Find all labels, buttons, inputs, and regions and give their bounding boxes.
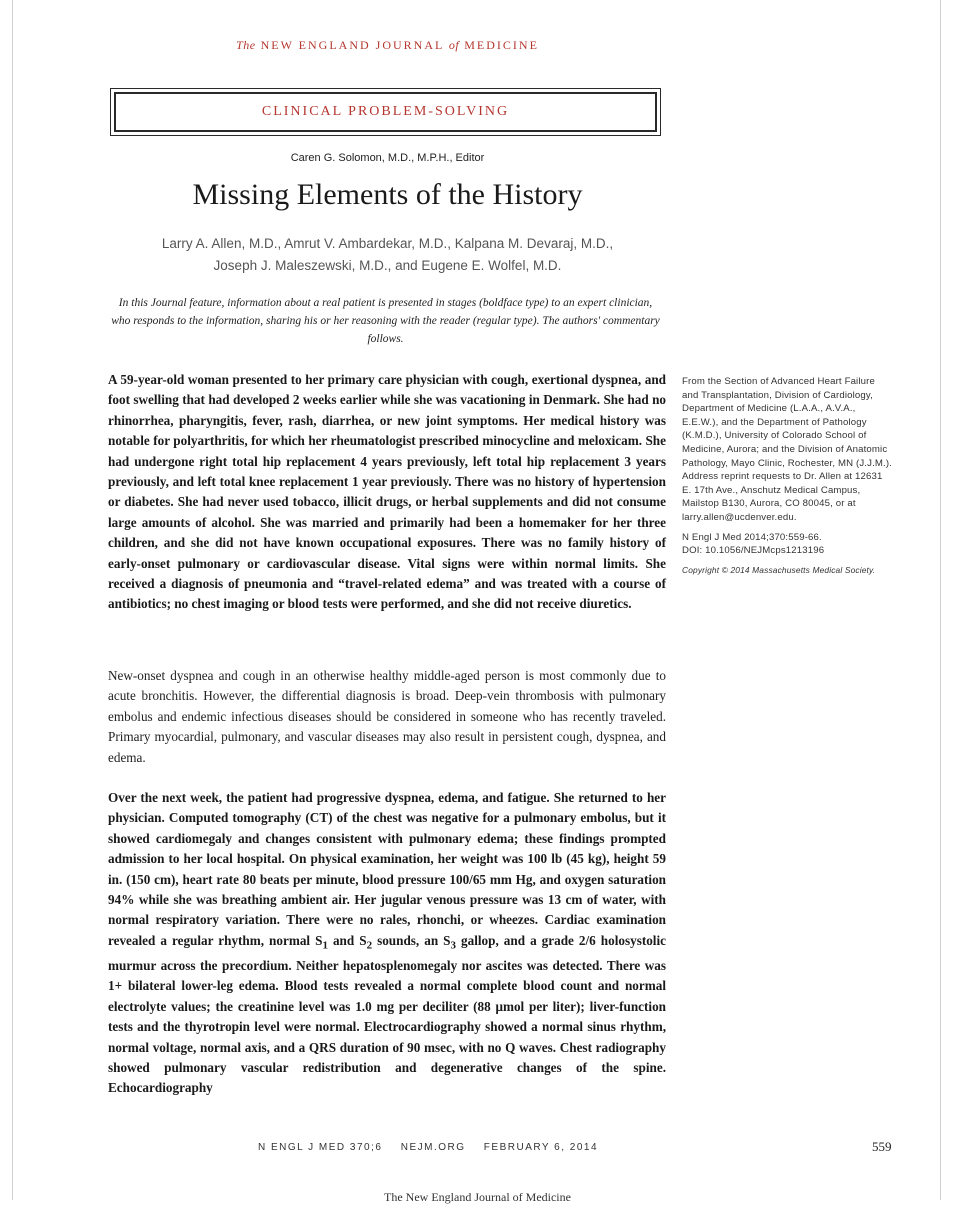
journal-header-name-1: NEW ENGLAND JOURNAL xyxy=(260,38,444,52)
case-paragraph-1: A 59-year-old woman presented to her primary care physician with cough, exertional dyspnea, and foot swelling that had developed 2 weeks earlier while she was vacationing in Denmark. She had no rhinorrhea, pharyngitis, fever, rash, diarrhea, or new joint symptoms. Her medical history was notable for polyarthritis, for which her rheumatologist prescribed minocycline and meloxicam. She had undergone right total hip replacement 4 years previously, left total hip replacement 3 years previously, and left total knee replacement 1 year previously. There was no history of hypertension or diabetes. She had never used tobacco, illicit drugs, or herbal supplements and did not consume large amounts of alcohol. She was married and primarily had been a homemaker for her three children, and she did not have known occupational exposures. There was no family history of early-onset pulmonary or cardiovascular disease. Vital signs were within normal limits. She received a diagnosis of pneumonia and “travel-related edema” and was treated with a course of antibiotics; no chest imaging or blood tests were performed, and she did not receive diuretics. xyxy=(108,372,666,612)
footer-site: NEJM.ORG xyxy=(400,1142,466,1153)
author-line-1: Larry A. Allen, M.D., Amrut V. Ambardekar, M.D., Kalpana M. Devaraj, M.D., xyxy=(161,236,614,251)
author-affiliations-sidebar xyxy=(682,375,892,577)
journal-header-the: The xyxy=(236,38,256,52)
case-paragraph-2 xyxy=(108,788,666,1099)
subscript: 2 xyxy=(366,939,373,952)
page-edge-right xyxy=(940,0,941,1200)
section-banner xyxy=(110,88,661,136)
watermark-footer: The New England Journal of Medicine xyxy=(384,1190,571,1204)
journal-header xyxy=(0,38,775,53)
author-line-2: Joseph J. Maleszewski, M.D., and Eugene E. Wolfel, M.D. xyxy=(213,258,562,273)
case-text-segment: and S xyxy=(327,932,367,948)
citation xyxy=(682,531,892,558)
journal-header-name-2: MEDICINE xyxy=(464,38,539,52)
copyright-notice: Copyright © 2014 Massachusetts Medical Society. xyxy=(682,564,876,575)
editor-credit: Caren G. Solomon, M.D., M.P.H., Editor xyxy=(290,152,485,164)
case-text-segment: sounds, an S xyxy=(372,932,451,948)
article-title: Missing Elements of the History xyxy=(192,178,583,211)
author-list xyxy=(0,233,775,277)
page-footer xyxy=(258,1142,612,1153)
case-text-segment: Over the next week, the patient had progressive dyspnea, edema, and fatigue. She returned to her physician. Computed tomography (CT) of the chest was negative for a pulmonary embolus, but it showed cardiomegaly and changes consistent with pulmonary edema; these findings prompted admission to her local hospital. On physical examination, her weight was 100 lb (45 kg), height 59 in. (150 cm), heart rate 80 beats per minute, blood pressure 100/65 mm Hg, and oxygen saturation 94% while she was breathing ambient air. Her jugular venous pressure was 13 cm of water, with normal respiratory variation. There were no rales, rhonchi, or wheezes. Cardiac examination revealed a regular rhythm, normal S xyxy=(108,790,666,948)
footer-date: FEBRUARY 6, 2014 xyxy=(483,1142,599,1153)
citation-line: N Engl J Med 2014;370:559-66. xyxy=(682,531,822,543)
subscript: 1 xyxy=(322,939,328,952)
commentary-paragraph-1: New-onset dyspnea and cough in an otherwise healthy middle-aged person is most commonly due to acute bronchitis. However, the differential diagnosis is broad. Deep-vein thrombosis with pulmonary embolus and endemic infectious diseases should be considered in someone who has recently traveled. Primary myocardial, pulmonary, and vascular diseases may also result in persistent cough, dyspnea, and edema. xyxy=(108,668,666,765)
section-banner-label: CLINICAL PROBLEM-SOLVING xyxy=(114,92,657,132)
journal-header-of: of xyxy=(448,38,460,52)
doi-line: DOI: 10.1056/NEJMcps1213196 xyxy=(682,545,825,557)
affiliation-text: From the Section of Advanced Heart Failure and Transplantation, Division of Cardiology, Department of Medicine (L.A.A., A.V.A., E.E.W.), and the Department of Pathology (K.M.D.), University of Colorado School of Medicine, Aurora; and the Division of Anatomic Pathology, Mayo Clinic, Rochester, MN (J.J.M.). Address reprint requests to Dr. Allen at 12631 E. 17th Ave., Anschutz Medical Campus, Mailstop B130, Aurora, CO 80045, or at larry.allen@ucdenver.edu. xyxy=(682,376,892,523)
case-text-segment: gallop, and a grade 2/6 holosystolic murmur across the precordium. Neither hepatosplenomegaly nor ascites was detected. There was 1+ bilateral lower-leg edema. Blood tests revealed a normal complete blood count and normal electrolyte values; the creatinine level was 1.0 mg per deciliter (88 μmol per liter); liver-function tests and the thyrotropin level were normal. Electrocardiography showed a normal sinus rhythm, normal voltage, normal axis, and a QRS duration of 90 msec, with no Q waves. Chest radiography showed pulmonary vascular redistribution and degenerative changes of the spine. Echocardiography xyxy=(108,932,666,1096)
footer-journal-ref: N ENGL J MED 370;6 xyxy=(258,1142,383,1153)
feature-description: In this Journal feature, information about a real patient is presented in stages (boldface type) to an expert clinician, who responds to the information, sharing his or her reasoning with the reader (regular type). The authors' commentary follows. xyxy=(111,297,660,345)
subscript: 3 xyxy=(450,939,457,952)
page-number: 559 xyxy=(872,1139,892,1154)
